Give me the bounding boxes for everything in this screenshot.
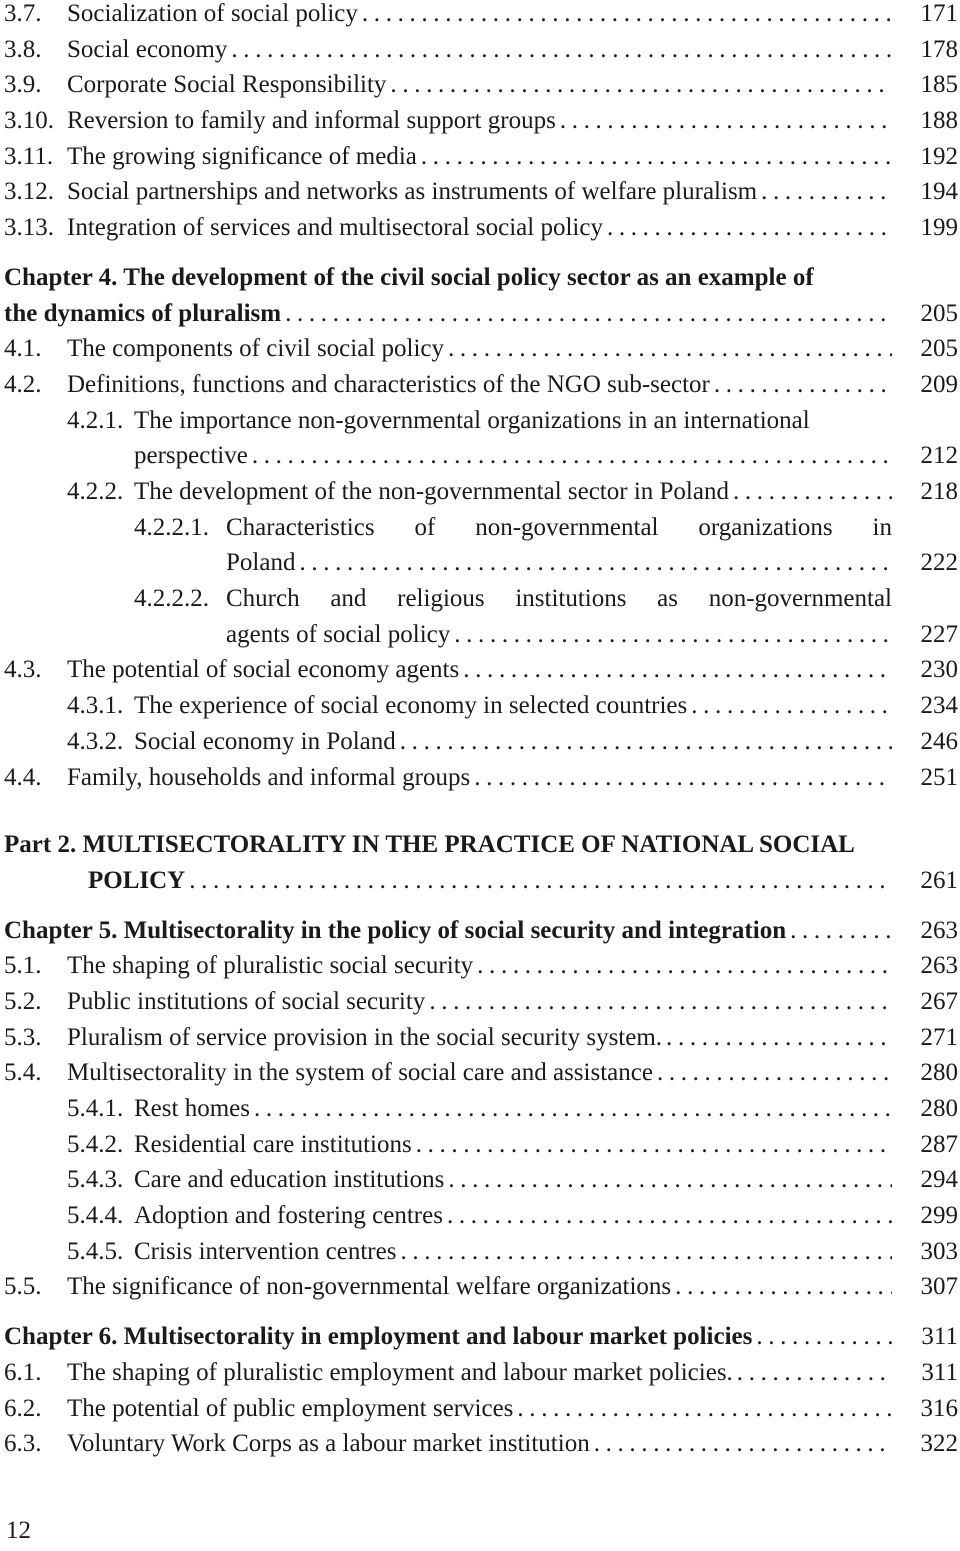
page-ref: 205 [920,299,958,327]
dot-leader [729,474,892,510]
toc-entry-4-2-2-2[interactable] [4,581,958,652]
page-ref: 222 [920,549,958,577]
dot-leader [459,652,892,688]
page-ref: 205 [920,335,958,363]
section-title: Care and education institutions [134,1166,445,1194]
toc-entry-3-7[interactable] [4,0,958,32]
section-title: The significance of non-governmental welfare organizations [67,1273,672,1301]
toc-entry-6-3[interactable] [4,1426,958,1462]
section-number: 5.5. [4,1273,42,1301]
dot-leader [450,617,892,653]
section-title-line1 [226,581,892,617]
dot-leader [733,1355,892,1391]
section-number: 3.10. [4,107,54,135]
toc-entry-5-5[interactable] [4,1269,958,1305]
section-title: The growing significance of media [67,142,417,170]
part-title-line2: POLICY [88,866,186,894]
toc-entry-5-1[interactable] [4,948,958,984]
section-number: 4.3.1. [67,692,124,720]
dot-leader [396,724,892,760]
page-ref: 218 [920,477,958,505]
dot-leader [396,1234,892,1270]
page-ref: 246 [920,727,958,755]
section-title: Adoption and fostering centres [134,1202,443,1230]
spacer [4,795,958,827]
section-number: 4.1. [4,335,42,363]
dot-leader [473,948,892,984]
toc-entry-5-4-5[interactable] [4,1234,958,1270]
page-ref: 316 [920,1394,958,1422]
spacer [4,1305,958,1319]
page-ref: 322 [920,1430,958,1458]
toc-entry-4-1[interactable] [4,331,958,367]
section-title-line1 [226,510,892,546]
toc-entry-5-2[interactable] [4,984,958,1020]
page-ref: 299 [920,1202,958,1230]
section-number: 6.2. [4,1394,42,1422]
toc-entry-6-2[interactable] [4,1391,958,1427]
chapter-title: Chapter 5. Multisectorality in the policy of social security and integration [4,916,787,944]
page-ref: 251 [920,763,958,791]
section-number: 3.9. [4,71,42,99]
page-ref: 192 [920,142,958,170]
chapter-title: Chapter 6. Multisectorality in employment and labour market policies [4,1323,753,1351]
title-word: Characteristics [226,513,375,541]
section-number: 4.2.2.1. [134,513,209,541]
toc-chapter-6[interactable] [4,1319,958,1355]
page-ref: 185 [920,71,958,99]
page-ref: 209 [920,370,958,398]
title-word: of [414,513,436,541]
section-number: 3.12. [4,178,54,206]
section-title: The experience of social economy in selected countries [134,692,688,720]
chapter-title-line2: the dynamics of pluralism [4,299,282,327]
section-title: The shaping of pluralistic employment and labour market policies. [67,1358,733,1386]
page-ref: 303 [920,1237,958,1265]
section-title: Social economy [67,35,228,63]
dot-leader [412,1127,892,1163]
page-ref: 178 [920,35,958,63]
dot-leader [295,545,892,581]
section-title: The potential of social economy agents [67,656,460,684]
dot-leader [590,1426,892,1462]
table-of-contents [4,0,958,1462]
dot-leader [250,1091,892,1127]
dot-leader [556,103,892,139]
dot-leader [358,0,892,32]
section-title-line2: Poland [226,549,296,577]
page-ref: 194 [920,178,958,206]
section-title: Social partnerships and networks as instruments of welfare pluralism [67,178,758,206]
section-number: 5.2. [4,987,42,1015]
page-number: 12 [6,1517,31,1544]
section-number: 3.8. [4,35,42,63]
dot-leader [444,1162,892,1198]
section-title: Voluntary Work Corps as a labour market institution [67,1430,590,1458]
page-ref: 261 [920,866,958,894]
toc-entry-3-8[interactable] [4,32,958,68]
spacer [4,899,958,913]
dot-leader [470,760,892,796]
section-title: Socialization of social policy [67,0,358,27]
title-word: in [872,513,892,541]
toc-entry-5-4-4[interactable] [4,1198,958,1234]
page-ref: 280 [920,1059,958,1087]
toc-entry-5-4-2[interactable] [4,1127,958,1163]
section-number: 5.3. [4,1023,42,1051]
dot-leader [513,1391,892,1427]
page-ref: 230 [920,656,958,684]
section-number: 6.3. [4,1430,42,1458]
section-number: 3.7. [4,0,42,27]
dot-leader [752,1319,892,1355]
section-title-line2: agents of social policy [226,620,451,648]
dot-leader [417,139,892,175]
section-title: Social economy in Poland [134,727,396,755]
toc-entry-3-13[interactable] [4,210,958,246]
page-ref: 311 [921,1323,958,1351]
page-ref: 263 [920,916,958,944]
section-title: Corporate Social Responsibility [67,71,387,99]
dot-leader [248,438,892,474]
page-ref: 263 [920,952,958,980]
page-ref: 287 [920,1130,958,1158]
page-ref: 188 [920,107,958,135]
page-ref: 212 [920,442,958,470]
section-number: 5.4. [4,1059,42,1087]
title-word: and [330,585,367,613]
page-ref: 280 [920,1095,958,1123]
section-title: Definitions, functions and characteristics of the NGO sub-sector [67,370,710,398]
toc-entry-6-1[interactable] [4,1355,958,1391]
section-number: 5.4.1. [67,1095,124,1123]
dot-leader [185,863,892,899]
section-title: Residential care institutions [134,1130,412,1158]
dot-leader [662,1020,892,1056]
dot-leader [710,367,892,403]
section-title: The components of civil social policy [67,335,444,363]
page-ref: 271 [920,1023,958,1051]
section-title: The development of the non-governmental sector in Poland [134,477,729,505]
toc-entry-4-3-2[interactable] [4,724,958,760]
title-word: organizations [698,513,833,541]
title-word: religious [397,585,485,613]
dot-leader [444,331,892,367]
toc-entry-4-2[interactable] [4,367,958,403]
section-title: Rest homes [134,1095,250,1123]
dot-leader [386,67,892,103]
toc-entry-3-12[interactable] [4,174,958,210]
dot-leader [443,1198,892,1234]
section-number: 3.11. [4,142,54,170]
toc-entry-5-3[interactable] [4,1020,958,1056]
dot-leader [281,296,892,332]
page-ref: 199 [920,214,958,242]
toc-entry-5-4-1[interactable] [4,1091,958,1127]
title-word: non-governmental [475,513,659,541]
chapter-title-line1: Chapter 4. The development of the civil social policy sector as an example of [4,263,814,291]
title-word: Church [226,585,300,613]
dot-leader [786,913,892,949]
toc-entry-3-10[interactable] [4,103,958,139]
section-number: 3.13. [4,214,54,242]
page-ref: 307 [920,1273,958,1301]
dot-leader [603,210,892,246]
dot-leader [425,984,892,1020]
title-word: non-governmental [708,585,892,613]
section-title: Public institutions of social security [67,987,426,1015]
dot-leader [227,32,892,68]
toc-entry-5-4[interactable] [4,1055,958,1091]
section-number: 6.1. [4,1358,42,1386]
section-title: Family, households and informal groups [67,763,471,791]
section-title: Integration of services and multisectoral social policy [67,214,603,242]
section-title: The shaping of pluralistic social security [67,952,474,980]
toc-entry-3-9[interactable] [4,67,958,103]
toc-entry-4-3-1[interactable] [4,688,958,724]
title-word: institutions [515,585,627,613]
page-ref: 234 [920,692,958,720]
dot-leader [757,174,892,210]
toc-entry-3-11[interactable] [4,139,958,175]
dot-leader [687,688,892,724]
section-title-line1: The importance non-governmental organizations in an international [134,406,810,434]
section-number: 4.2. [4,370,42,398]
section-number: 4.3. [4,656,42,684]
section-title: Pluralism of service provision in the social security system. [67,1023,663,1051]
section-number: 5.4.2. [67,1130,124,1158]
section-number: 4.4. [4,763,42,791]
toc-entry-4-3[interactable] [4,652,958,688]
section-title-line2: perspective [134,442,248,470]
section-title: Multisectorality in the system of social care and assistance [67,1059,653,1087]
toc-chapter-4[interactable] [4,260,958,331]
section-title: Crisis intervention centres [134,1237,397,1265]
page-ref: 311 [921,1358,958,1386]
dot-leader [653,1055,892,1091]
section-title: The potential of public employment services [67,1394,514,1422]
section-number: 5.4.3. [67,1166,124,1194]
section-number: 4.2.2. [67,477,124,505]
page-ref: 294 [920,1166,958,1194]
toc-entry-4-4[interactable] [4,760,958,796]
toc-entry-4-2-2[interactable] [4,474,958,510]
part-title-line1: Part 2. MULTISECTORALITY IN THE PRACTICE OF NATIONAL SOCIAL [4,831,855,859]
section-number: 4.3.2. [67,727,124,755]
spacer [4,246,958,260]
page-ref: 171 [920,0,958,27]
section-number: 4.2.2.2. [134,585,209,613]
page-ref: 227 [920,620,958,648]
title-word: as [657,585,678,613]
section-number: 5.1. [4,952,42,980]
toc-chapter-5[interactable] [4,913,958,949]
dot-leader [671,1269,892,1305]
toc-entry-4-2-2-1[interactable] [4,510,958,581]
toc-part-2[interactable] [4,827,958,898]
toc-entry-4-2-1[interactable] [4,403,958,474]
section-title: Reversion to family and informal support groups [67,107,556,135]
section-number: 5.4.5. [67,1237,124,1265]
toc-entry-5-4-3[interactable] [4,1162,958,1198]
section-number: 5.4.4. [67,1202,124,1230]
section-number: 4.2.1. [67,406,124,434]
page-ref: 267 [920,987,958,1015]
